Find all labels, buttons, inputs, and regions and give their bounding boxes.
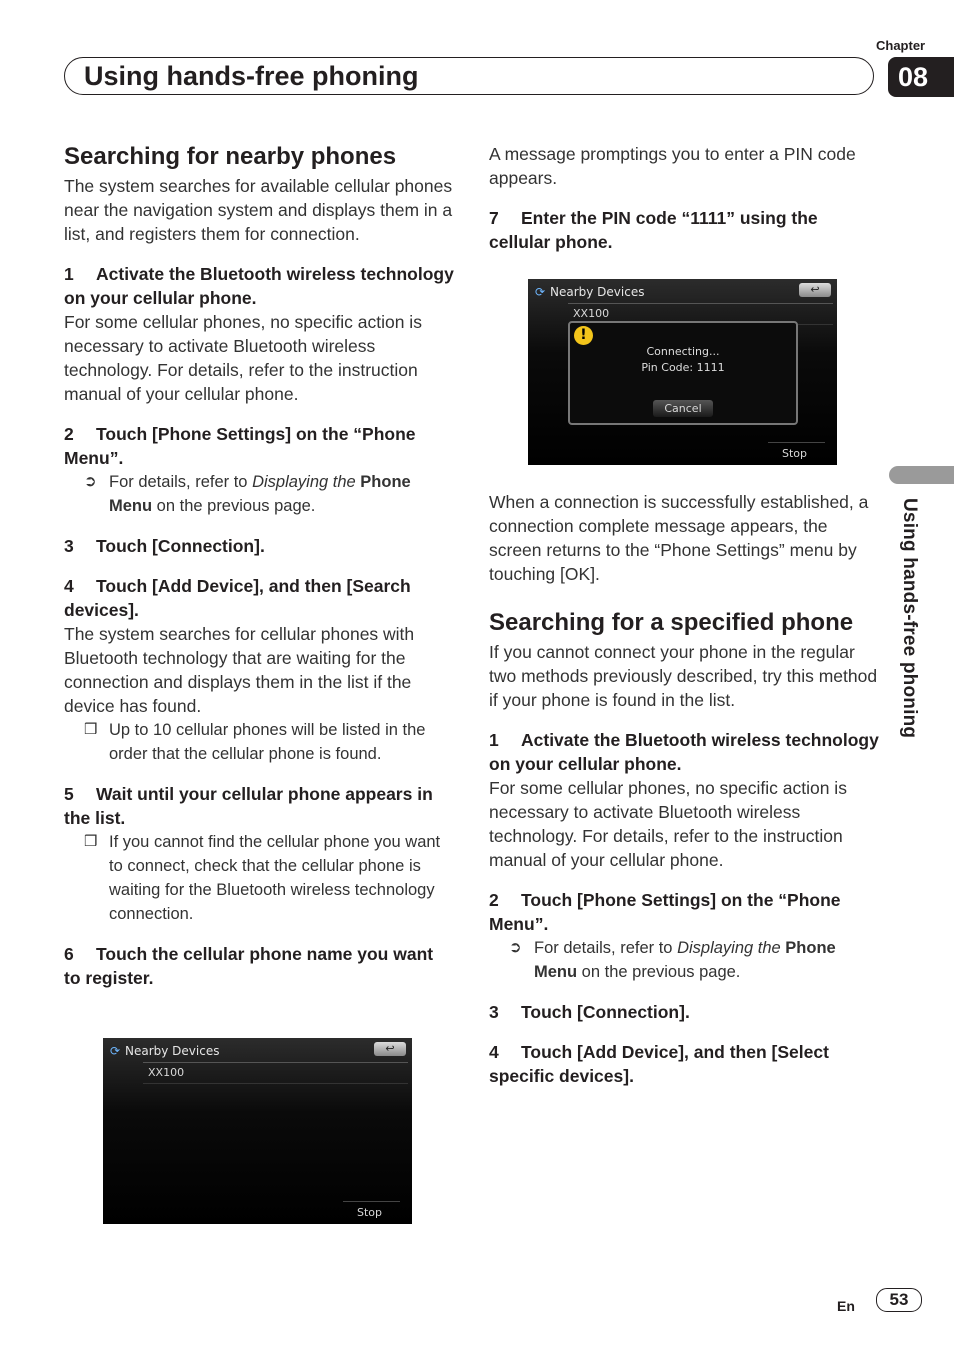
step-4-note: ❒ Up to 10 cellular phones will be listed in the order that the cellular phone is found. xyxy=(64,718,454,766)
specified-step-1: 1 Activate the Bluetooth wireless technology on your cellular phone. xyxy=(489,730,879,774)
step-4-body: The system searches for cellular phones with Bluetooth technology that are waiting for the connection and displays them in the list if the device has found. xyxy=(64,624,415,716)
section-heading-nearby: Searching for nearby phones xyxy=(64,143,397,170)
screen-title: Nearby Devices xyxy=(550,285,645,299)
right-column xyxy=(489,142,881,254)
connecting-dialog xyxy=(568,321,798,425)
pin-message-text: A message promptings you to enter a PIN code appears. xyxy=(489,144,856,188)
step-2: 2 Touch [Phone Settings] on the “Phone Menu”. xyxy=(64,424,416,468)
step-3: 3 Touch [Connection]. xyxy=(64,536,265,556)
side-tab-marker xyxy=(889,466,954,484)
specified-step-4: 4 Touch [Add Device], and then [Select specific devices]. xyxy=(489,1042,829,1086)
bluetooth-refresh-icon: ⟳ xyxy=(535,285,546,299)
step-4: 4 Touch [Add Device], and then [Search devices]. xyxy=(64,576,411,620)
connection-complete-text: When a connection is successfully established, a connection complete message appears, the screen returns to the “Phone Settings” menu by touching [OK]. xyxy=(489,492,869,584)
section-intro-specified: If you cannot connect your phone in the regular two methods previously described, try this method if your phone is found in the list. xyxy=(489,642,878,710)
step-5: 5 Wait until your cellular phone appears in the list. xyxy=(64,784,433,828)
section-heading-specified: Searching for a specified phone xyxy=(489,609,854,636)
connecting-screenshot xyxy=(528,279,837,465)
chapter-label: Chapter xyxy=(876,38,926,53)
pin-code-text: Pin Code: 1111 xyxy=(641,361,725,374)
arrow-bullet-icon: ➲ xyxy=(509,939,522,956)
specified-step-2-note: ➲ For details, refer to Displaying the Phone Menu on the previous page. xyxy=(489,936,881,984)
nearby-devices-screenshot xyxy=(103,1038,412,1224)
step-6: 6 Touch the cellular phone name you want to register. xyxy=(64,944,434,988)
page-title: Using hands-free phoning xyxy=(84,61,419,91)
back-icon: ↩ xyxy=(374,1042,406,1056)
screen-title: Nearby Devices xyxy=(125,1044,220,1058)
warning-icon: ! xyxy=(574,326,593,345)
checkbox-bullet-icon: ❒ xyxy=(84,833,98,850)
chapter-number: 08 xyxy=(888,57,954,97)
step-7: 7 Enter the PIN code “1111” using the cellular phone. xyxy=(489,208,818,252)
step-2-note: ➲ For details, refer to Displaying the Phone Menu on the previous page. xyxy=(64,470,454,518)
specified-step-2: 2 Touch [Phone Settings] on the “Phone Menu”. xyxy=(489,890,841,934)
bluetooth-refresh-icon: ⟳ xyxy=(110,1044,121,1058)
page-number: 53 xyxy=(876,1288,922,1312)
stop-button: Stop xyxy=(781,447,807,460)
step-1-body: For some cellular phones, no specific action is necessary to activate Bluetooth wireless technology. For details, refer to the instruction manual of your cellular phone. xyxy=(64,312,422,404)
connecting-text: Connecting... xyxy=(646,345,720,358)
specified-step-1-body: For some cellular phones, no specific action is necessary to activate Bluetooth wireless technology. For details, refer to the instruction manual of your cellular phone. xyxy=(489,778,847,870)
right-column-lower xyxy=(489,490,881,1088)
step-5-note: ❒ If you cannot find the cellular phone you want to connect, check that the cellular phone is waiting for the Bluetooth wireless technology connection. xyxy=(64,830,454,926)
side-tab-label: Using hands-free phoning xyxy=(899,498,920,739)
cancel-button: Cancel xyxy=(653,400,713,417)
device-list-item: XX100 xyxy=(568,303,833,325)
stop-button: Stop xyxy=(356,1206,382,1219)
step-1: 1 Activate the Bluetooth wireless technology on your cellular phone. xyxy=(64,264,454,308)
device-list-item: XX100 xyxy=(143,1062,408,1084)
back-icon: ↩ xyxy=(799,283,831,297)
checkbox-bullet-icon: ❒ xyxy=(84,721,98,738)
specified-step-3: 3 Touch [Connection]. xyxy=(489,1002,690,1022)
section-intro: The system searches for available cellular phones near the navigation system and displays them in a list, and registers them for connection. xyxy=(64,176,453,244)
left-column xyxy=(64,142,454,990)
arrow-bullet-icon: ➲ xyxy=(84,473,97,490)
language-label: En xyxy=(837,1298,855,1314)
